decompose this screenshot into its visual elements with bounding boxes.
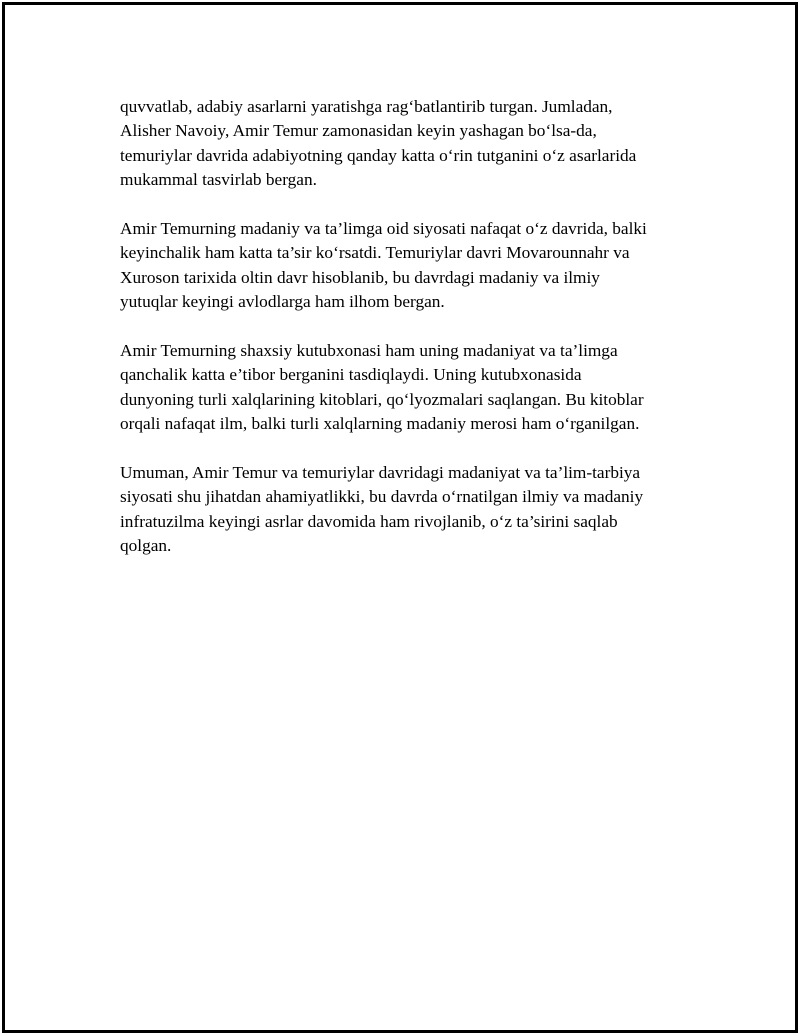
document-body — [120, 95, 700, 583]
text-line: orqali nafaqat ilm, balki turli xalqlarning madaniy merosi ham o‘rganilgan. — [120, 414, 640, 434]
text-line: infratuzilma keyingi asrlar davomida ham rivojlanib, o‘z ta’sirini saqlab — [120, 511, 618, 531]
text-line: mukammal tasvirlab bergan. — [120, 170, 317, 190]
text-line: Umuman, Amir Temur va temuriylar davridagi madaniyat va ta’lim-tarbiya — [120, 463, 641, 483]
paragraph-1 — [120, 95, 700, 193]
text-line: siyosati shu jihatdan ahamiyatlikki, bu davrda o‘rnatilgan ilmiy va madaniy — [120, 487, 644, 507]
text-line: keyinchalik ham katta ta’sir ko‘rsatdi. Temuriylar davri Movarounnahr va — [120, 243, 630, 263]
text-line: quvvatlab, adabiy asarlarni yaratishga rag‘batlantirib turgan. Jumladan, — [120, 97, 613, 116]
text-line: dunyoning turli xalqlarining kitoblari, qo‘lyozmalari saqlangan. Bu kitoblar — [120, 389, 644, 409]
text-line: qolgan. — [120, 536, 172, 556]
text-line: Amir Temurning shaxsiy kutubxonasi ham uning madaniyat va ta’limga — [120, 341, 618, 361]
text-line: Xuroson tarixida oltin davr hisoblanib, bu davrdagi madaniy va ilmiy — [120, 267, 600, 287]
paragraph-4 — [120, 461, 700, 559]
text-line: yutuqlar keyingi avlodlarga ham ilhom bergan. — [120, 292, 445, 312]
page-border — [2, 2, 798, 1033]
text-line: qanchalik katta e’tibor berganini tasdiqlaydi. Uning kutubxonasida — [120, 365, 582, 385]
paragraph-3 — [120, 339, 700, 437]
text-line: Alisher Navoiy, Amir Temur zamonasidan keyin yashagan bo‘lsa-da, — [120, 121, 597, 141]
paragraph-2 — [120, 217, 700, 315]
text-line: Amir Temurning madaniy va ta’limga oid siyosati nafaqat o‘z davrida, balki — [120, 219, 647, 239]
text-line: temuriylar davrida adabiyotning qanday katta o‘rin tutganini o‘z asarlarida — [120, 145, 637, 165]
